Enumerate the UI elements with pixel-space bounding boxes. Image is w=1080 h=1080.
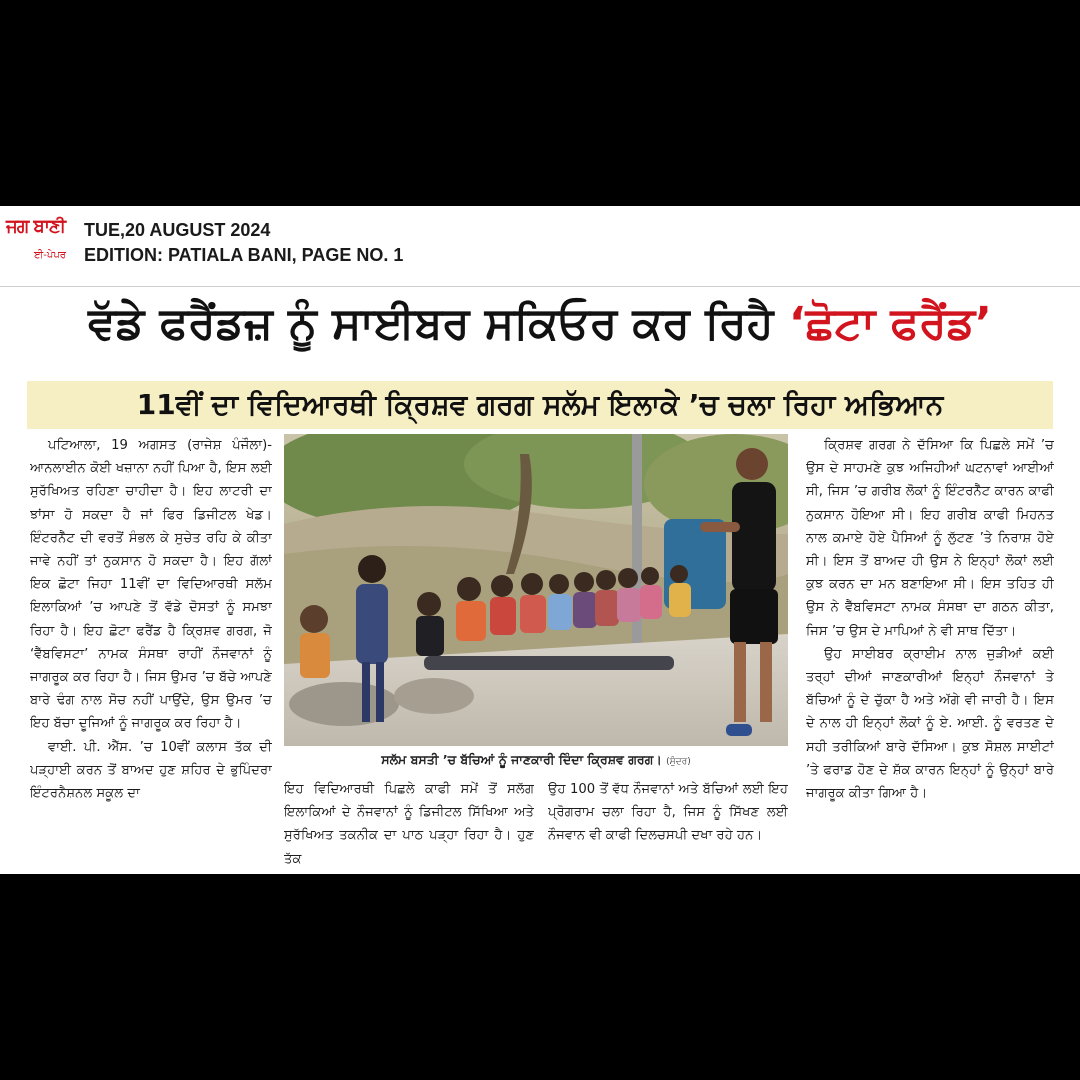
article-paragraph: ਪਟਿਆਲਾ, 19 ਅਗਸਤ (ਰਾਜੇਸ਼ ਪੰਜੌਲਾ)- ਆਨਲਾਈਨ ਕੋਈ ਖਜ਼ਾਨਾ ਨਹੀਂ ਪਿਆ ਹੈ, ਇਸ ਲਈ ਸੁਰੱਖਿਅਤ ਰਹਿਣਾ ਚਾਹੀਦਾ ਹੈ। ਇਹ ਲਾਟਰੀ ਦਾ ਝਾਂਸਾ ਹੋ ਸਕਦਾ ਹੈ ਜਾਂ ਫਿਰ ਡਿਜੀਟਲ ਖੇਡ। ਇੰਟਰਨੈੱਟ ਦੀ ਵਰਤੋਂ ਸੰਭਲ ਕੇ ਸੁਚੇਤ ਰਹਿ ਕੇ ਕੀਤਾ ਜਾਵੇ ਨਹੀਂ ਤਾਂ ਨੁਕਸਾਨ ਹੋ ਸਕਦਾ ਹੈ। ਇਹ ਗੱਲਾਂ ਇਕ ਛੋਟਾ ਜਿਹਾ 11ਵੀਂ ਦਾ ਵਿਦਿਆਰਥੀ ਸਲੱਮ ਇਲਾਕਿਆਂ ’ਚ ਆਪਣੇ ਤੋਂ ਵੱਡੇ ਦੋਸਤਾਂ ਨੂੰ ਸਮਝਾ ਰਿਹਾ ਹੈ। ਇਹ ਛੋਟਾ ਫਰੈਂਡ ਹੈ ਕ੍ਰਿਸ਼ਵ ਗਰਗ, ਜੋ ‘ਵੈੱਬਵਿਸਟਾ’ ਨਾਮਕ ਸੰਸਥਾ ਰਾਹੀਂ ਨੌਜਵਾਨਾਂ ਨੂੰ ਜਾਗਰੂਕ ਕਰ ਰਿਹਾ ਹੈ। ਜਿਸ ਉਮਰ ’ਚ ਬੱਚੇ ਆਪਣੇ ਬਾਰੇ ਢੰਗ ਨਾਲ ਸੋਚ ਨਹੀਂ ਪਾਉਂਦੇ, ਉਸ ਉਮਰ ’ਚ ਇਹ ਬੱਚਾ ਦੂਜਿਆਂ ਨੂੰ ਜਾਗਰੂਕ ਕਰ ਰਿਹਾ ਹੈ। bbox=[30, 438, 272, 732]
headline bbox=[0, 294, 1080, 354]
article-paragraph: ਕ੍ਰਿਸ਼ਵ ਗਰਗ ਨੇ ਦੱਸਿਆ ਕਿ ਪਿਛਲੇ ਸਮੇਂ ’ਚ ਉਸ ਦੇ ਸਾਹਮਣੇ ਕੁਝ ਅਜਿਹੀਆਂ ਘਟਨਾਵਾਂ ਆਈਆਂ ਸੀ, ਜਿਸ ’ਚ ਗਰੀਬ ਲੋਕਾਂ ਨੂੰ ਇੰਟਰਨੈੱਟ ਕਾਰਨ ਕਾਫੀ ਨੁਕਸਾਨ ਹੋਇਆ ਸੀ। ਇਹ ਗਰੀਬ ਕਾਫੀ ਮਿਹਨਤ ਨਾਲ ਕਮਾਏ ਹੋਏ ਪੈਸਿਆਂ ਨੂੰ ਲੁੱਟਣ ’ਤੇ ਨਿਰਾਸ਼ ਹੋਏ ਸੀ। ਇਸ ਤੋਂ ਬਾਅਦ ਹੀ ਉਸ ਨੇ ਇਨ੍ਹਾਂ ਲੋਕਾਂ ਲਈ ਕੁਝ ਕਰਨ ਦਾ ਮਨ ਬਣਾਇਆ ਸੀ। ਇਸ ਤਹਿਤ ਹੀ ਉਸ ਨੇ ਵੈੱਬਵਿਸਟਾ ਨਾਮਕ ਸੰਸਥਾ ਦਾ ਗਠਨ ਕੀਤਾ, ਜਿਸ ’ਚ ਉਸ ਦੇ ਮਾਪਿਆਂ ਨੇ ਵੀ ਸਾਥ ਦਿੱਤਾ। bbox=[806, 438, 1054, 639]
article-paragraph: ਇਹ ਵਿਦਿਆਰਥੀ ਪਿਛਲੇ ਕਾਫੀ ਸਮੇਂ ਤੋਂ ਸਲੱਗ ਇਲਾਕਿਆਂ ਦੇ ਨੌਜਵਾਨਾਂ ਨੂੰ ਡਿਜੀਟਲ ਸਿੱਖਿਆ ਅਤੇ ਸੁਰੱਖਿਅਤ ਤਕਨੀਕ ਦਾ ਪਾਠ ਪੜ੍ਹਾ ਰਿਹਾ ਹੈ। ਹੁਣ ਤੱਕ bbox=[284, 782, 534, 867]
caption-text: ਸਲੱਮ ਬਸਤੀ ’ਚ ਬੱਚਿਆਂ ਨੂੰ ਜਾਣਕਾਰੀ ਦਿੰਦਾ ਕ੍ਰਿਸ਼ਵ ਗਰਗ। bbox=[381, 752, 662, 767]
edition-line: EDITION: PATIALA BANI, PAGE NO. 1 bbox=[84, 245, 404, 265]
article-paragraph: ਉਹ 100 ਤੋਂ ਵੱਧ ਨੌਜਵਾਨਾਂ ਅਤੇ ਬੱਚਿਆਂ ਲਈ ਇਹ ਪ੍ਰੋਗਰਾਮ ਚਲਾ ਰਿਹਾ ਹੈ, ਜਿਸ ਨੂੰ ਸਿੱਖਣ ਲਈ ਨੌਜਵਾਨ ਵੀ ਕਾਫੀ ਦਿਲਚਸਪੀ ਦਖਾ ਰਹੇ ਹਨ। bbox=[548, 782, 788, 844]
edition-info bbox=[84, 218, 403, 268]
article-column-3 bbox=[548, 778, 788, 874]
article-column-4 bbox=[806, 434, 1054, 874]
article-column-1 bbox=[30, 434, 272, 874]
news-photo bbox=[284, 434, 788, 746]
masthead bbox=[0, 206, 1080, 286]
article-column-2 bbox=[284, 778, 534, 874]
photo-credit: (ਸੁੰਦਰ) bbox=[666, 757, 691, 767]
headline-highlight: ‘ਛੋਟਾ ਫਰੈਂਡ’ bbox=[788, 298, 992, 349]
newspaper-clipping bbox=[0, 206, 1080, 874]
newspaper-logo bbox=[6, 216, 76, 276]
photo-caption bbox=[284, 747, 788, 773]
article-paragraph: ਵਾਈ. ਪੀ. ਐੱਸ. ’ਚ 10ਵੀਂ ਕਲਾਸ ਤੱਕ ਦੀ ਪੜ੍ਹਾਈ ਕਰਨ ਤੋਂ ਬਾਅਦ ਹੁਣ ਸ਼ਹਿਰ ਦੇ ਭੁਪਿੰਦਰਾ ਇੰਟਰਨੈਸ਼ਨਲ ਸਕੂਲ ਦਾ bbox=[30, 739, 272, 802]
date-line: TUE,20 AUGUST 2024 bbox=[84, 220, 271, 240]
masthead-divider bbox=[0, 286, 1080, 287]
logo-text: ਜਗ ਬਾਣੀ bbox=[6, 216, 66, 237]
logo-subtext: ਈ-ਪੇਪਰ bbox=[34, 250, 66, 261]
subheadline: 11ਵੀਂ ਦਾ ਵਿਦਿਆਰਥੀ ਕ੍ਰਿਸ਼ਵ ਗਰਗ ਸਲੱਮ ਇਲਾਕੇ ’ਚ ਚਲਾ ਰਿਹਾ ਅਭਿਆਨ bbox=[27, 381, 1053, 429]
article-paragraph: ਉਹ ਸਾਈਬਰ ਕ੍ਰਾਈਮ ਨਾਲ ਜੁੜੀਆਂ ਕਈ ਤਰ੍ਹਾਂ ਦੀਆਂ ਜਾਣਕਾਰੀਆਂ ਇਨ੍ਹਾਂ ਨੌਜਵਾਨਾਂ ਤੇ ਬੱਚਿਆਂ ਨੂੰ ਦੇ ਚੁੱਕਾ ਹੈ ਅਤੇ ਅੱਗੇ ਵੀ ਜਾਰੀ ਹੈ। ਇਸ ਦੇ ਨਾਲ ਹੀ ਇਨ੍ਹਾਂ ਲੋਕਾਂ ਨੂੰ ਏ. ਆਈ. ਨੂੰ ਵਰਤਣ ਦੇ ਸਹੀ ਤਰੀਕਿਆਂ ਬਾਰੇ ਦੱਸਿਆ। ਕੁਝ ਸੋਸ਼ਲ ਸਾਈਟਾਂ ’ਤੇ ਫਰਾਡ ਹੋਣ ਦੇ ਸ਼ੱਕ ਕਾਰਨ ਇਨ੍ਹਾਂ ਨੂੰ ਉਨ੍ਹਾਂ ਬਾਰੇ ਜਾਗਰੂਕ ਕੀਤਾ ਗਿਆ ਹੈ। bbox=[806, 646, 1054, 802]
headline-main: ਵੱਡੇ ਫਰੈਂਡਜ਼ ਨੂੰ ਸਾਈਬਰ ਸਕਿਓਰ ਕਰ ਰਿਹੈ bbox=[88, 298, 789, 349]
